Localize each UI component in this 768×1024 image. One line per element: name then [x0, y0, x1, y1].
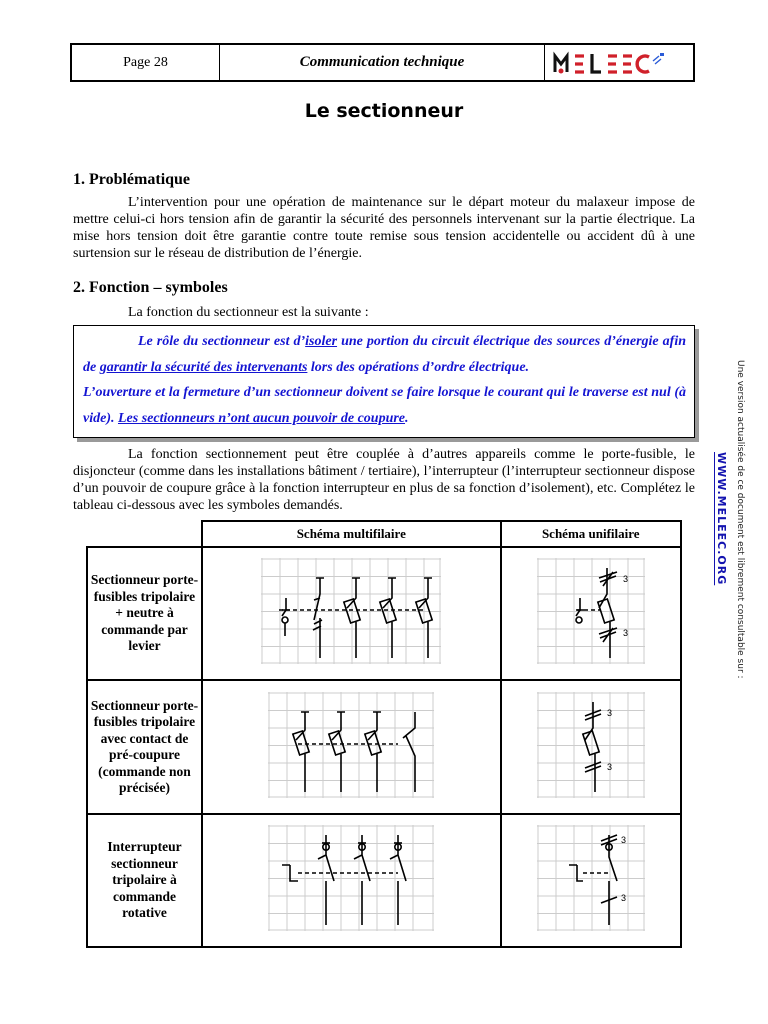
unifilaire-symbol-2	[501, 680, 681, 814]
unifilaire-symbol-1	[501, 547, 681, 680]
side-note-text: Une version actualisée de ce document est librement consultable sur :	[735, 360, 745, 679]
page-title: Le sectionneur	[304, 100, 464, 122]
multifilaire-symbol-3	[202, 814, 501, 947]
side-url-link[interactable]: WWW.MELEEC.ORG	[715, 452, 728, 586]
multifilaire-symbol-2	[202, 680, 501, 814]
pole-count-bottom: 3	[606, 761, 612, 772]
sectionneur-fusible-neutre-uni-icon	[537, 558, 645, 664]
meleec-logo	[545, 45, 693, 80]
definition-paragraph-2: L’ouverture et la fermeture d’un sectionneur doivent se faire lorsque le courant qui le traverse est nul (à vide). Les sectionneurs n’ont aucun pouvoir de coupure.	[83, 385, 686, 426]
sectionneur-fusible-precoupure-uni-icon	[537, 692, 645, 798]
pole-count-bottom: 3	[620, 893, 626, 903]
multifilaire-symbol-1	[202, 547, 501, 680]
header-unifilaire: Schéma unifilaire	[501, 521, 681, 547]
sectionneur-fusible-neutre-multi-icon	[261, 558, 441, 664]
header-title: Communication technique	[220, 45, 545, 80]
page-header	[70, 43, 695, 82]
interrupteur-sectionneur-rotatif-multi-icon	[268, 825, 434, 931]
row-label-2: Sectionneur porte-fusibles tripolaire avec contact de pré-coupure (commande non précisée)	[87, 680, 202, 814]
unifilaire-symbol-3	[501, 814, 681, 947]
section1-text: L’intervention pour une opération de maintenance sur le départ moteur du malaxeur impose de mettre celui-ci hors tension afin de garantir la sécurité des personnels intervenant sur la partie électrique. La mise hors tension doit être garantie contre toute remise sous tension accidentelle ou accident dû à une surtension sur le réseau de distribution de l’énergie.	[73, 195, 695, 261]
section2-text: La fonction sectionnement peut être couplée à d’autres appareils comme le porte-fusible, le disjoncteur (comme dans les installations bâtiment / tertiaire), l’interrupteur (l’interrupteur sectionneur dispose d’un pouvoir de coupure grâce à la fonction interrupteur en plus de sa fonction d’isolement), etc. Complétez le tableau ci-dessous avec les symboles demandés.	[73, 447, 695, 513]
meleec-logo-icon	[551, 48, 687, 78]
section1-heading: 1. Problématique	[73, 171, 191, 188]
page-number: Page 28	[72, 45, 220, 80]
row-label-3: Interrupteur sectionneur tripolaire à commande rotative	[87, 814, 202, 947]
definition-box	[73, 325, 695, 438]
pole-count-bottom: 3	[622, 628, 628, 638]
pole-count-top: 3	[620, 835, 626, 845]
definition-paragraph-1: Le rôle du sectionneur est d’isoler une portion du circuit électrique des sources d’énergie afin de garantir la sécurité des intervenants lors des opérations d’ordre électrique.	[83, 334, 686, 375]
side-note	[715, 360, 757, 680]
pole-count-top: 3	[606, 707, 612, 718]
sectionneur-fusible-precoupure-multi-icon	[268, 692, 434, 798]
section2-heading: 2. Fonction – symboles	[73, 279, 228, 296]
row-label-1: Sectionneur porte-fusibles tripolaire + neutre à commande par levier	[87, 547, 202, 680]
pole-count-top: 3	[622, 574, 628, 584]
section2-intro: La fonction du sectionneur est la suivante :	[128, 305, 369, 320]
header-multifilaire: Schéma multifilaire	[202, 521, 501, 547]
interrupteur-sectionneur-rotatif-uni-icon	[537, 825, 645, 931]
symbols-table	[86, 520, 682, 948]
